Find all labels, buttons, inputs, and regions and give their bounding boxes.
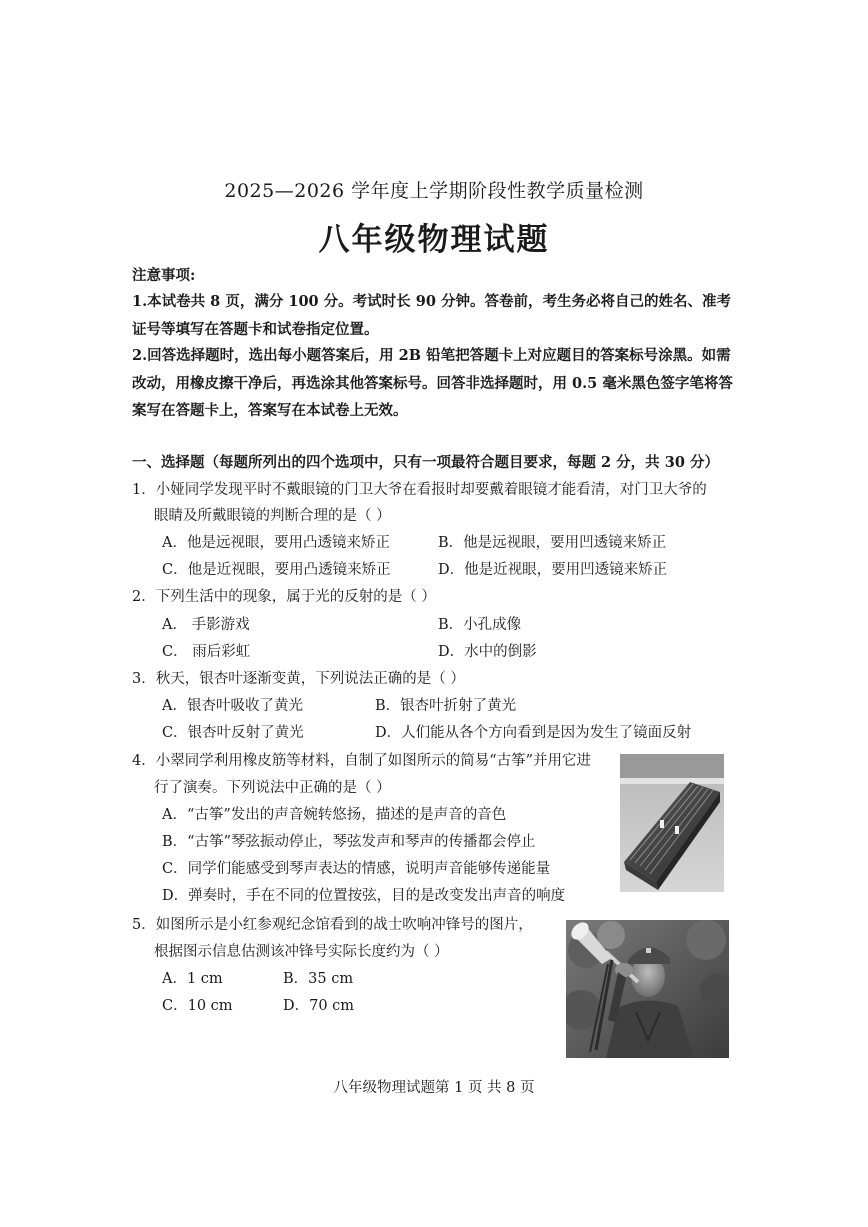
question-5-stem-line1: 5．如图所示是小红参观纪念馆看到的战士吹响冲锋号的图片， <box>132 917 533 933</box>
question-5-option-b: B．35 cm <box>283 971 354 987</box>
question-1-stem-line2: 眼睛及所戴眼镜的判断合理的是（ ） <box>154 508 391 524</box>
question-1-option-a: A．他是远视眼，要用凸透镜来矫正 <box>162 535 390 551</box>
question-3-option-a: A．银杏叶吸收了黄光 <box>162 698 303 714</box>
question-3-option-d: D．人们能从各个方向看到是因为发生了镜面反射 <box>375 725 692 741</box>
question-2-option-d: D．水中的倒影 <box>438 644 537 660</box>
question-2-stem: 2．下列生活中的现象，属于光的反射的是（ ） <box>132 589 436 605</box>
question-3-stem: 3．秋天，银杏叶逐渐变黄，下列说法正确的是（ ） <box>132 671 465 687</box>
question-1-option-b: B．他是远视眼，要用凹透镜来矫正 <box>438 535 667 551</box>
exam-title: 八年级物理试题 <box>318 222 550 258</box>
bugle-soldier-photo <box>566 920 729 1058</box>
exam-subtitle: 2025—2026 学年度上学期阶段性教学质量检测 <box>224 180 644 202</box>
page-footer: 八年级物理试题第 1 页 共 8 页 <box>333 1080 535 1096</box>
question-4-stem-line1: 4．小翠同学利用橡皮筋等材料，自制了如图所示的简易“古筝”并用它进 <box>132 753 592 769</box>
question-4-option-b: B．“古筝”琴弦振动停止，琴弦发声和琴声的传播都会停止 <box>162 834 536 850</box>
question-4-option-a: A．“古筝”发出的声音婉转悠扬，描述的是声音的音色 <box>162 807 507 823</box>
question-2-option-c: C． 雨后彩虹 <box>162 644 251 660</box>
question-4-stem-line2: 行了演奏。下列说法中正确的是（ ） <box>154 780 391 796</box>
question-2-option-b: B．小孔成像 <box>438 617 522 633</box>
notice-heading: 注意事项: <box>132 267 196 284</box>
guzheng-photo <box>620 754 724 892</box>
question-3-option-b: B．银杏叶折射了黄光 <box>375 698 517 714</box>
notice-item-1: 1.本试卷共 8 页，满分 100 分。考试时长 90 分钟。答卷前，考生务必将自己的姓名、准考证号等填写在答题卡和试卷指定位置。 <box>132 293 731 338</box>
question-4-option-d: D．弹奏时，手在不同的位置按弦，目的是改变发出声音的响度 <box>162 888 566 904</box>
question-4-option-c: C．同学们能感受到琴声表达的情感，说明声音能够传递能量 <box>162 861 551 877</box>
question-2-option-a: A． 手影游戏 <box>162 617 250 633</box>
notice-item-2: 2.回答选择题时，选出每小题答案后，用 2B 铅笔把答题卡上对应题目的答案标号涂黑。如需改动，用橡皮擦干净后，再选涂其他答案标号。回答非选择题时，用 0.5 毫米黑色签字笔将答案写在答题卡上，答案写在本试卷上无效。 <box>132 347 733 419</box>
question-3-option-c: C．银杏叶反射了黄光 <box>162 725 304 741</box>
question-1-stem-line1: 1．小娅同学发现平时不戴眼镜的门卫大爷在看报时却要戴着眼镜才能看清，对门卫大爷的 <box>132 482 707 498</box>
question-5-option-d: D．70 cm <box>283 998 355 1014</box>
section-heading-choice: 一、选择题（每题所列出的四个选项中，只有一项最符合题目要求，每题 2 分，共 30 分） <box>132 454 719 471</box>
question-1-option-c: C．他是近视眼，要用凸透镜来矫正 <box>162 562 391 578</box>
question-1-option-d: D．他是近视眼，要用凹透镜来矫正 <box>438 562 668 578</box>
question-5-stem-line2: 根据图示信息估测该冲锋号实际长度约为（ ） <box>154 944 449 960</box>
question-5-option-c: C．10 cm <box>162 998 233 1014</box>
question-5-option-a: A．1 cm <box>162 971 223 987</box>
